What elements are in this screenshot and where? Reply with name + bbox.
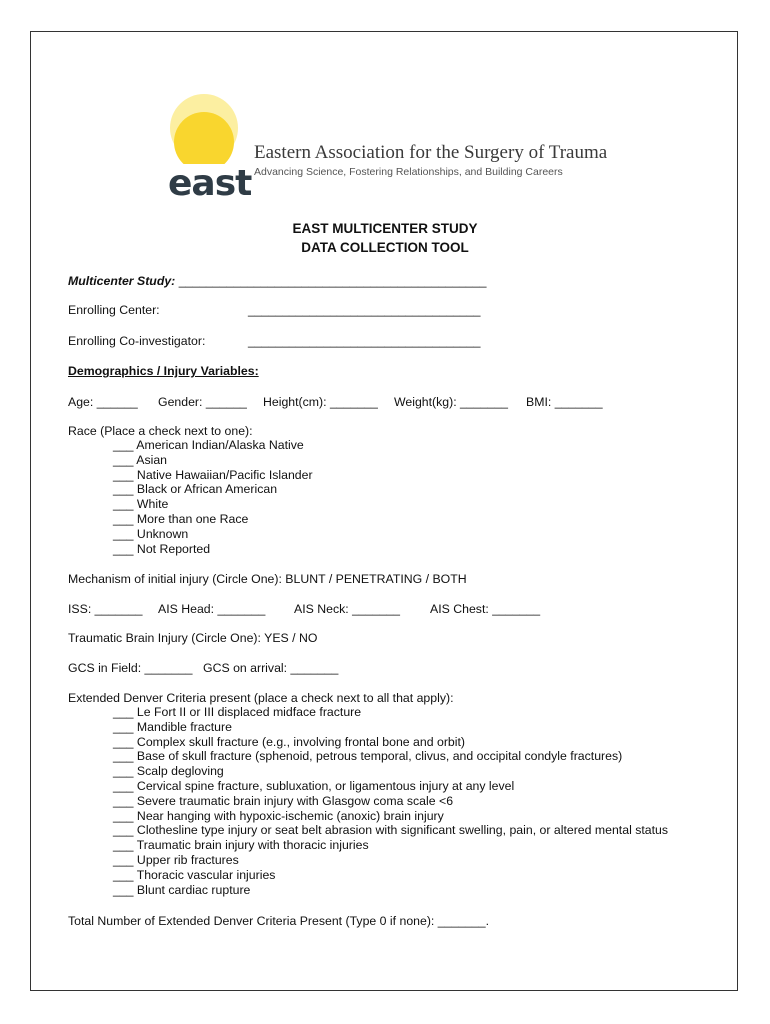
multicenter-study-field[interactable]: _____________________________________________ xyxy=(178,274,487,288)
total-denver-field[interactable]: Total Number of Extended Denver Criteria Present (Type 0 if none): _______. xyxy=(68,914,490,928)
race-option[interactable]: ___ Black or African American xyxy=(113,482,278,497)
multicenter-study-label: Multicenter Study: xyxy=(68,274,179,288)
denver-criterion-option[interactable]: ___ Clothesline type injury or seat belt abrasion with significant swelling, pain, or altered mental status xyxy=(113,823,669,838)
org-tagline: Advancing Science, Fostering Relationships, and Building Careers xyxy=(254,166,563,178)
ais-head-field[interactable]: AIS Head: _______ xyxy=(158,602,266,616)
ais-chest-field[interactable]: AIS Chest: _______ xyxy=(430,602,541,616)
denver-criterion-option[interactable]: ___ Mandible fracture xyxy=(113,719,232,734)
ais-neck-field[interactable]: AIS Neck: _______ xyxy=(294,602,400,616)
denver-criteria-list xyxy=(113,705,668,897)
enrolling-center-field[interactable]: __________________________________ xyxy=(248,303,481,317)
traumatic-brain-injury[interactable]: Traumatic Brain Injury (Circle One): YES / NO xyxy=(68,631,318,645)
denver-criterion-option[interactable]: ___ Base of skull fracture (sphenoid, petrous temporal, clivus, and occipital condyle fractures) xyxy=(113,749,623,764)
co-investigator-label: Enrolling Co-investigator: xyxy=(68,334,206,348)
gcs-field-input[interactable]: GCS in Field: _______ xyxy=(68,661,193,675)
height-field[interactable]: Height(cm): _______ xyxy=(263,395,378,409)
denver-criterion-option[interactable]: ___ Cervical spine fracture, subluxation, or ligamentous injury at any level xyxy=(113,778,515,793)
gender-field[interactable]: Gender: ______ xyxy=(158,395,247,409)
denver-criterion-option[interactable]: ___ Traumatic brain injury with thoracic injuries xyxy=(113,838,369,853)
denver-criterion-option[interactable]: ___ Upper rib fractures xyxy=(113,852,239,867)
denver-criterion-option[interactable]: ___ Scalp degloving xyxy=(113,764,224,779)
race-option[interactable]: ___ Unknown xyxy=(113,526,189,541)
race-option[interactable]: ___ Not Reported xyxy=(113,541,211,556)
race-option[interactable]: ___ American Indian/Alaska Native xyxy=(113,438,304,452)
co-investigator-field[interactable]: __________________________________ xyxy=(248,334,481,348)
denver-criterion-option[interactable]: ___ Blunt cardiac rupture xyxy=(113,882,251,897)
race-option[interactable]: ___ White xyxy=(113,497,169,512)
denver-criteria-heading: Extended Denver Criteria present (place a check next to all that apply): xyxy=(68,691,454,705)
denver-criterion-option[interactable]: ___ Thoracic vascular injuries xyxy=(113,867,276,882)
denver-criterion-option[interactable]: ___ Le Fort II or III displaced midface fracture xyxy=(113,705,362,719)
race-heading: Race (Place a check next to one): xyxy=(68,424,253,438)
mechanism-of-injury[interactable]: Mechanism of initial injury (Circle One): BLUNT / PENETRATING / BOTH xyxy=(68,572,467,586)
bmi-field[interactable]: BMI: _______ xyxy=(526,395,603,409)
gcs-arrival-input[interactable]: GCS on arrival: _______ xyxy=(203,661,339,675)
denver-criterion-option[interactable]: ___ Complex skull fracture (e.g., involving frontal bone and orbit) xyxy=(113,734,466,749)
race-option[interactable]: ___ More than one Race xyxy=(113,511,249,526)
form-title-line1: EAST MULTICENTER STUDY xyxy=(292,221,478,236)
enrolling-center-label: Enrolling Center: xyxy=(68,303,160,317)
logo-wordmark: east xyxy=(168,163,252,204)
race-options-list xyxy=(113,438,313,556)
iss-field[interactable]: ISS: _______ xyxy=(68,602,143,616)
east-sun-logo-icon xyxy=(166,92,246,170)
race-option[interactable]: ___ Asian xyxy=(113,452,168,467)
denver-criterion-option[interactable]: ___ Severe traumatic brain injury with Glasgow coma scale <6 xyxy=(113,793,454,808)
multicenter-study-row xyxy=(68,274,486,289)
race-option[interactable]: ___ Native Hawaiian/Pacific Islander xyxy=(113,467,313,482)
org-name: Eastern Association for the Surgery of Trauma xyxy=(254,142,608,163)
form-title-line2: DATA COLLECTION TOOL xyxy=(301,240,469,255)
denver-criterion-option[interactable]: ___ Near hanging with hypoxic-ischemic (anoxic) brain injury xyxy=(113,808,444,823)
demographics-heading: Demographics / Injury Variables: xyxy=(68,364,259,378)
age-field[interactable]: Age: ______ xyxy=(68,395,138,409)
weight-field[interactable]: Weight(kg): _______ xyxy=(394,395,508,409)
